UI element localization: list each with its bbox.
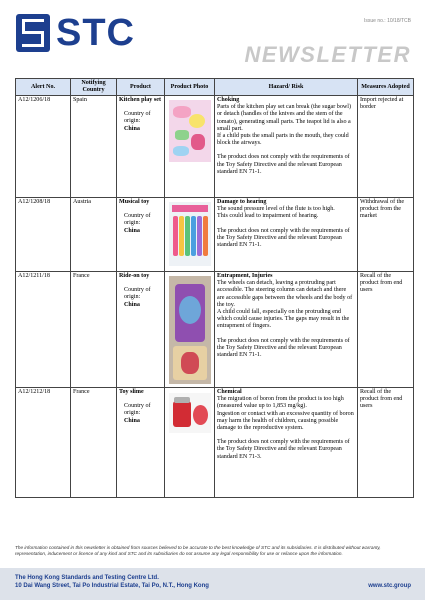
hazard-title: Entrapment, Injuries <box>217 273 273 279</box>
hazard-text: A child could fall, especially on the protruding end which could cause injuries. The gaps may result in the entrapment of fingers. <box>217 309 350 330</box>
product-name: Ride-on toy <box>119 273 150 279</box>
ride-on-toy-photo <box>169 276 211 384</box>
alert-no: A12/1212/18 <box>16 388 71 498</box>
notifying-country: Austria <box>71 198 117 272</box>
kitchen-play-set-photo <box>169 100 211 162</box>
alerts-table <box>15 78 414 498</box>
page-header <box>0 0 425 75</box>
compliance-text: The product does not comply with the requirements of the Toy Safety Directive and the relevant European standard EN 71-3. <box>217 439 350 460</box>
product-cell <box>117 272 165 388</box>
table-row <box>16 272 414 388</box>
company-address: 10 Dai Wang Street, Tai Po Industrial Estate, Tai Po, N.T., Hong Kong <box>15 583 209 589</box>
toy-slime-photo <box>169 393 211 433</box>
hazard-text: The sound pressure level of the flute is too high. <box>217 206 335 213</box>
stc-logo-icon <box>16 14 50 52</box>
origin-label: Country of origin: <box>124 213 151 227</box>
hazard-cell <box>215 198 358 272</box>
issue-number: Issue no.: 10/18/TCB <box>364 18 411 24</box>
disclaimer: The information contained in this newsletter is obtained from sources believed to be accurate to the best knowledge of STC and its subsidiaries. It is distributed without warranty, representation, inducement or licence of any kind and STC and its subsidiaries do not assume any legal responsibility for use or reliance upon the information. <box>15 545 381 556</box>
col-product: Product <box>117 79 165 96</box>
notifying-country: Spain <box>71 96 117 198</box>
measures-adopted: Withdrawal of the product from the market <box>358 198 414 272</box>
product-photo-cell <box>165 272 215 388</box>
alert-no: A12/1211/18 <box>16 272 71 388</box>
hazard-text: Ingestion or contact with an excessive quantity of boron may harm the health of children, causing possible damage to the reproductive system. <box>217 410 354 432</box>
compliance-text: The product does not comply with the requirements of the Toy Safety Directive and the relevant European standard EN 71-1. <box>217 154 350 175</box>
product-cell <box>117 96 165 198</box>
table-row <box>16 388 414 498</box>
product-cell <box>117 198 165 272</box>
product-photo-cell <box>165 388 215 498</box>
table-row <box>16 198 414 272</box>
logo-text: STC <box>56 12 135 54</box>
hazard-text: The migration of boron from the product is too high (measured value up to 1,853 mg/kg). <box>217 396 344 410</box>
compliance-text: The product does not comply with the requirements of the Toy Safety Directive and the relevant European standard EN 71-1. <box>217 227 350 249</box>
notifying-country: France <box>71 388 117 498</box>
product-photo-cell <box>165 96 215 198</box>
alert-no: A12/1206/18 <box>16 96 71 198</box>
product-name: Toy slime <box>119 389 144 395</box>
measures-adopted: Import rejected at border <box>358 96 414 198</box>
measures-adopted: Recall of the product from end users <box>358 388 414 498</box>
col-hazard-risk: Hazard/ Risk <box>215 79 358 96</box>
company-name: The Hong Kong Standards and Testing Centre Ltd. <box>15 575 159 581</box>
hazard-cell <box>215 388 358 498</box>
product-name: Kitchen play set <box>119 97 161 103</box>
hazard-cell <box>215 272 358 388</box>
notifying-country: France <box>71 272 117 388</box>
hazard-text: If a child puts the small parts in the mouth, they could block the airways. <box>217 133 349 147</box>
origin-label: Country of origin: <box>124 403 151 417</box>
product-name: Musical toy <box>119 199 150 205</box>
website-link[interactable]: www.stc.group <box>368 583 411 589</box>
origin-country: China <box>124 301 140 308</box>
alert-no: A12/1208/18 <box>16 198 71 272</box>
table-row <box>16 96 414 198</box>
col-notifying-country: Notifying Country <box>71 79 117 96</box>
origin-label: Country of origin: <box>124 111 151 125</box>
hazard-text: The wheels can detach, leaving a protruding part accessible. The steering column can detach and there are accessible gaps between the wheels and the body of the toy. <box>217 280 353 308</box>
hazard-text: Parts of the kitchen play set can break (the sugar bowl) or detach (handles of the knives and the stem of the tomato), generating small parts. The teapot lid is also a small part. <box>217 104 352 132</box>
hazard-title: Chemical <box>217 389 242 395</box>
hazard-title: Choking <box>217 97 240 103</box>
newsletter-title: NEWSLETTER <box>244 42 411 67</box>
col-product-photo: Product Photo <box>165 79 215 96</box>
hazard-text: This could lead to impairment of hearing. <box>217 213 319 220</box>
hazard-title: Damage to hearing <box>217 199 267 205</box>
origin-label: Country of origin: <box>124 287 151 301</box>
origin-country: China <box>124 417 140 424</box>
origin-country: China <box>124 125 140 132</box>
col-alert-no: Alert No. <box>16 79 71 96</box>
col-measures-adopted: Measures Adopted <box>358 79 414 96</box>
musical-toy-photo <box>169 202 211 266</box>
table-header-row <box>16 79 414 96</box>
product-photo-cell <box>165 198 215 272</box>
page-footer <box>0 568 425 600</box>
origin-country: China <box>124 227 140 234</box>
hazard-cell <box>215 96 358 198</box>
measures-adopted: Recall of the product from end users <box>358 272 414 388</box>
compliance-text: The product does not comply with the requirements of the Toy Safety Directive and the relevant European standard EN 71-1. <box>217 337 350 359</box>
product-cell <box>117 388 165 498</box>
